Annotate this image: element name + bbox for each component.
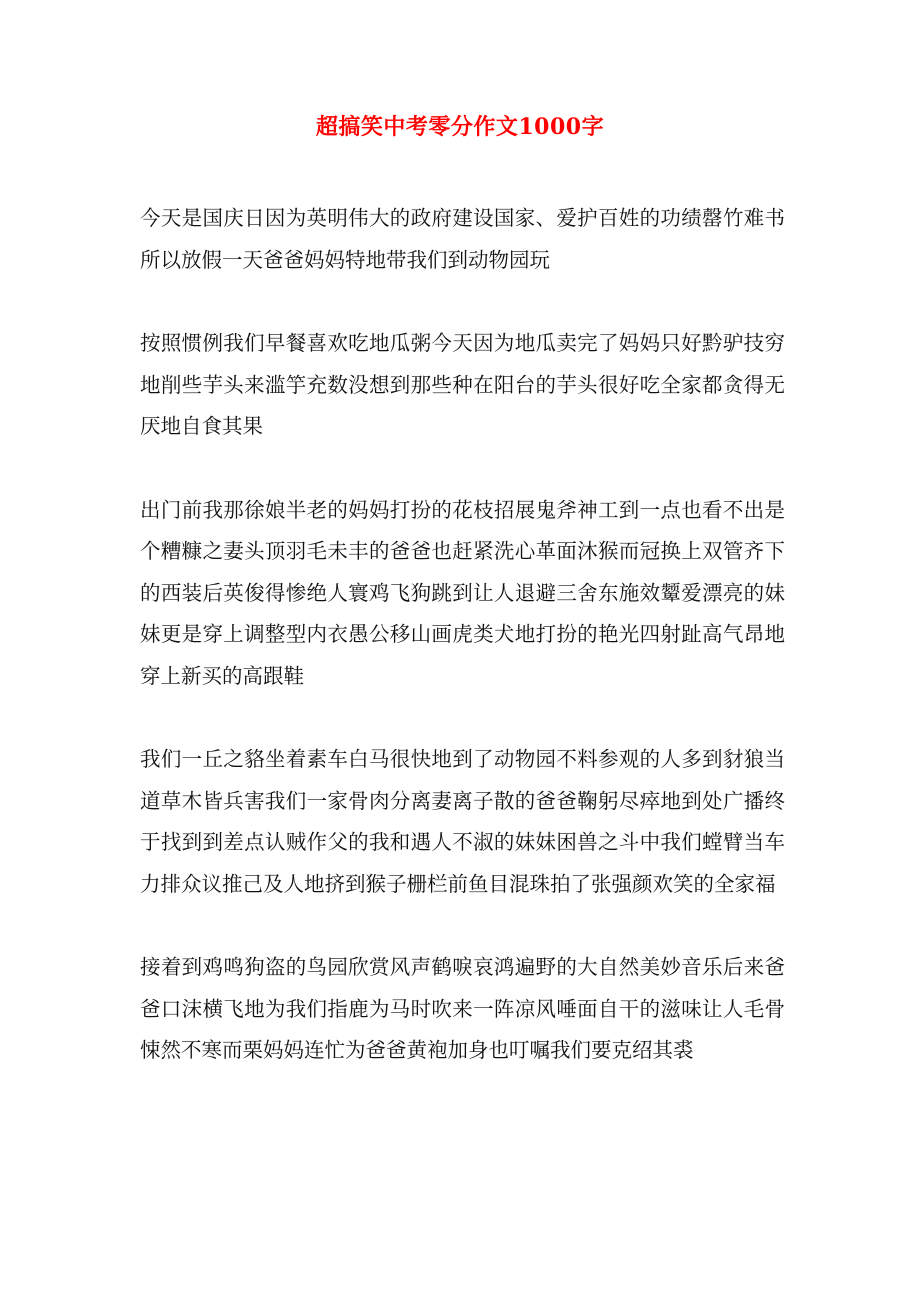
paragraph-3: 出门前我那徐娘半老的妈妈打扮的花枝招展鬼斧神工到一点也看不出是个糟糠之妻头顶羽毛未丰的爸爸也赶紧洗心革面沐猴而冠换上双管齐下的西装后英俊得惨绝人寰鸡飞狗跳到让人退避三舍东施效颦爱漂亮的妹妹更是穿上调整型内衣愚公移山画虎类犬地打扮的艳光四射趾高气昂地穿上新买的高跟鞋 (140, 497, 785, 688)
paragraph-5: 接着到鸡鸣狗盗的鸟园欣赏风声鹤唳哀鸿遍野的大自然美妙音乐后来爸爸口沫横飞地为我们指鹿为马时吹来一阵凉风唾面自干的滋味让人毛骨悚然不寒而栗妈妈连忙为爸爸黄袍加身也叮嘱我们要克绍其裘 (140, 955, 785, 1062)
paragraph-2: 按照惯例我们早餐喜欢吃地瓜粥今天因为地瓜卖完了妈妈只好黔驴技穷地削些芋头来滥竽充数没想到那些种在阳台的芋头很好吃全家都贪得无厌地自食其果 (140, 331, 785, 438)
document-body (140, 198, 785, 1114)
paragraph-4: 我们一丘之貉坐着素车白马很快地到了动物园不料参观的人多到豺狼当道草木皆兵害我们一家骨肉分离妻离子散的爸爸鞠躬尽瘁地到处广播终于找到到差点认贼作父的我和遇人不淑的妹妹困兽之斗中我们螳臂当车力排众议推己及人地挤到猴子栅栏前鱼目混珠拍了张强颜欢笑的全家福 (140, 747, 785, 896)
paragraph-1: 今天是国庆日因为英明伟大的政府建设国家、爱护百姓的功绩罄竹难书所以放假一天爸爸妈妈特地带我们到动物园玩 (140, 206, 785, 272)
document-title: 超搞笑中考零分作文1000字 (315, 114, 605, 140)
